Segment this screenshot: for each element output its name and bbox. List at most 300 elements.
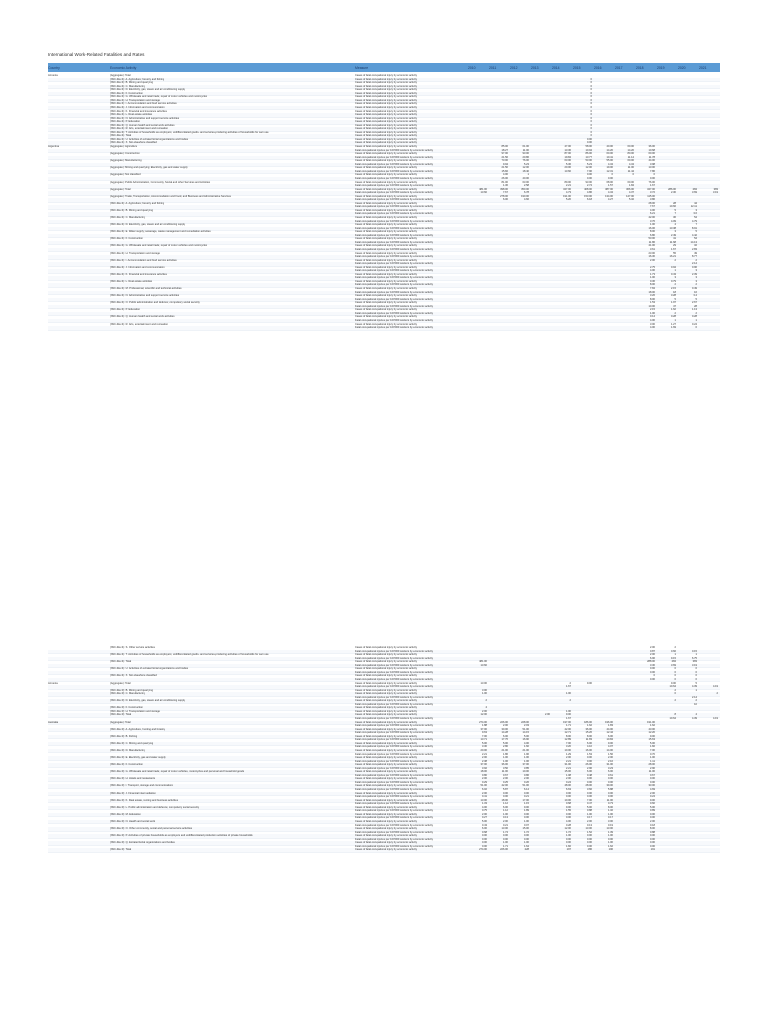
value-cell: 0.75 [481,809,487,813]
activity-cell: (ISIC-Rev.4): H. Transportation and storage [110,98,160,102]
value-cell: 197 [566,848,571,852]
value-cell: 383 [713,187,718,191]
value-cell: 18.00 [501,798,508,802]
value-cell: 2.00 [502,724,508,728]
measure-cell: Fatal occupational injuries per 100'000 workers by economic activity [355,283,434,287]
activity-cell: (Aggregate): Public Administration, Community, Social and other Services and Activities [110,180,211,184]
value-cell: 6.00 [586,741,592,745]
value-cell: 1.71 [502,844,508,848]
value-cell: 26.00 [585,763,592,767]
measure-cell: Fatal occupational injuries per 100'000 workers by economic activity [355,656,434,660]
value-cell: 4.19 [712,717,718,720]
value-cell: 42.00 [648,216,655,219]
measure-cell: Fatal occupational injuries per 100'000 workers by economic activity [355,745,434,749]
value-cell: 2.00 [481,812,487,816]
value-cell: 3.19 [691,663,697,667]
measure-cell: Fatal occupational injuries per 100'000 workers by economic activity [355,326,434,330]
value-cell: 36.00 [648,145,655,148]
value-cell: 12.31 [606,169,613,173]
value-cell: 2.15 [670,287,676,290]
value-cell: 3.28 [670,294,676,298]
activity-cell: (ISIC-Rev.4): U. Activities of extraterritorial organizations and bodies [110,667,189,671]
activity-cell: (ISIC-Rev.3): G. Wholesale and retail trade; repair of motor vehicles, motorcycles and personal and household goods [110,770,245,774]
value-cell: 6.00 [607,770,613,774]
activity-cell: (ISIC-Rev.3): M. Education [110,812,141,816]
value-cell: 1.88 [481,724,487,728]
value-cell: 13.00 [501,827,508,831]
value-cell: 0.21 [523,795,529,799]
value-cell: 1.89 [523,809,529,813]
activity-cell: (ISIC-Rev.3): K. Real estate, renting and business activities [110,798,178,802]
value-cell: 3.19 [712,191,718,195]
value-cell: 1.06 [502,759,508,763]
activity-cell: (ISIC-Rev.4): M. Professional, scientific and technical activities [110,287,182,290]
measure-cell: Fatal occupational injuries per 100'000 workers by economic activity [355,198,434,202]
value-cell: 1.67 [565,685,571,689]
value-cell: 6.78 [523,191,529,195]
value-cell: 1.00 [607,834,613,838]
value-cell: 21.00 [522,748,529,752]
value-cell: 0.00 [586,795,592,799]
value-cell: 0 [611,173,613,177]
measure-cell: Cases of fatal occupational injury by economic activity [355,279,417,283]
activity-cell: (ISIC-Rev.3): D. Electricity, gas, steam and air conditioning supply [110,699,186,703]
value-cell: 2.00 [649,819,655,823]
value-cell: 18.27 [501,148,508,152]
value-cell: 0.14 [649,315,655,319]
value-cell: 0.61 [607,773,613,777]
value-cell: 0.87 [649,649,655,653]
value-cell: 37.00 [480,727,487,731]
value-cell: 0.94 [670,265,676,269]
activity-cell: (ISIC-Rev.4): P. Education [110,120,141,124]
value-cell: 4.39 [691,717,697,720]
value-cell: 0.00 [481,834,487,838]
activity-cell: (ISIC-Rev.3): F. Construction [110,706,143,710]
value-cell: 0.00 [607,777,613,781]
value-cell: 3.30 [649,663,655,667]
value-cell: 28 [694,304,697,308]
value-cell: 14.20 [627,148,634,152]
value-cell: 55.00 [606,159,613,163]
value-cell: 4.07 [607,745,613,749]
measure-cell: Cases of fatal occupational injury by economic activity [355,699,417,703]
value-cell: 6.63 [565,788,571,791]
value-cell: 26.00 [501,176,508,180]
activity-cell: (ISIC-Rev.4): X. Not elsewhere classified [110,674,157,678]
value-cell: 11.00 [522,148,529,152]
value-cell: 8.77 [691,255,697,259]
measure-cell: Fatal occupational injuries per 100'000 workers by economic activity [355,297,434,301]
value-cell: 0.00 [565,812,571,816]
value-cell: 12.20 [648,731,655,735]
value-cell: 0 [590,123,592,127]
value-cell: 5.36 [565,162,571,166]
value-cell: 3.00 [649,322,655,326]
measure-cell: Cases of fatal occupational injury by economic activity [355,667,417,671]
value-cell: 89.00 [564,180,571,184]
value-cell: 4.66 [523,198,529,202]
value-cell: 5 [674,208,676,212]
value-cell: 17.00 [522,798,529,802]
activity-cell: (Aggregate): Total [110,681,131,685]
value-cell: 5.23 [523,162,529,166]
measure-cell: Fatal occupational injuries per 100'000 workers by economic activity [355,290,434,294]
value-cell: 0.00 [586,756,592,760]
value-cell: 2.14 [691,695,697,699]
value-cell: 0.66 [670,649,676,653]
value-cell: 2.00 [586,819,592,823]
activity-cell: (ISIC-Rev.4): G. Wholesale and retail trade; repair of motor vehicles and motorcycles [110,244,208,248]
value-cell: 0.48 [586,773,592,777]
value-cell: 30.00 [501,727,508,731]
value-cell: 11.14 [627,155,634,159]
value-cell: 3 [674,276,676,280]
value-cell: 1.57 [607,184,613,188]
value-cell: 196 [608,848,613,852]
column-header: Measure [355,66,369,70]
value-cell: 0.00 [649,670,655,674]
value-cell: 18 [673,290,676,294]
value-cell: 2.16 [607,759,613,763]
value-cell: 16.90 [522,738,529,742]
value-cell: 1.08 [565,773,571,777]
value-cell: 0.00 [607,176,613,180]
value-cell: 1.56 [607,752,613,756]
measure-cell: Fatal occupational injuries per 100'000 workers by economic activity [355,788,434,791]
value-cell: 2.83 [691,247,697,251]
value-cell: 81.00 [501,180,508,184]
value-cell: 6.00 [502,198,508,202]
value-cell: 5.87 [502,788,508,791]
measure-cell: Cases of fatal occupational injury by economic activity [355,81,417,85]
measure-cell: Cases of fatal occupational injury by economic activity [355,216,417,219]
value-cell: 10.00 [564,798,571,802]
value-cell: 0 [653,674,655,678]
value-cell: 1.13 [691,308,697,312]
value-cell: 8.00 [586,734,592,738]
value-cell: 4.79 [691,219,697,223]
measure-cell: Cases of fatal occupational injury by economic activity [355,113,417,117]
value-cell: 4.34 [607,191,613,195]
value-cell: 0 [674,670,676,674]
measure-cell: Fatal occupational injuries per 100'000 workers by economic activity [355,766,434,770]
value-cell: 29 [673,244,676,248]
value-cell: 1.82 [649,745,655,749]
value-cell: 1.11 [650,759,655,763]
value-cell: 0.60 [649,802,655,806]
value-cell: 10.84 [606,738,613,742]
value-cell: 1.69 [670,326,676,330]
measure-cell: Cases of fatal occupational injury by economic activity [355,187,417,191]
column-header: 2015 [573,66,581,70]
value-cell: 11.00 [648,770,655,774]
value-cell: 0.80 [481,773,487,777]
value-cell: 93.00 [522,152,529,156]
column-header: 2019 [657,66,665,70]
value-cell: 1 [674,653,676,657]
value-cell: 53.00 [585,159,592,163]
value-cell: 14.28 [501,731,508,735]
value-cell: 0.67 [649,773,655,777]
value-cell: 76.00 [522,159,529,163]
value-cell: 0.00 [523,812,529,816]
column-header: Country [48,66,60,70]
value-cell: 115.00 [647,194,655,198]
value-cell: 7.67 [502,191,508,195]
activity-cell: (ISIC-Rev.3): H. Transportation and storage [110,709,160,713]
value-cell: 0.28 [670,315,676,319]
measure-cell: Cases of fatal occupational injury by economic activity [355,653,417,657]
value-cell: 13.77 [585,155,592,159]
measure-cell: Fatal occupational injuries per 100'000 workers by economic activity [355,830,434,834]
value-cell: 0.00 [586,777,592,781]
value-cell: 2.80 [502,745,508,749]
activity-cell: (ISIC-Rev.4): T. Activities of households as employers; undifferentiated goods- and services-producing activities of households for own use [110,130,269,134]
measure-cell: Cases of fatal occupational injury by economic activity [355,301,417,305]
value-cell: 3.69 [670,663,676,667]
measure-cell: Fatal occupational injuries per 100'000 workers by economic activity [355,240,434,244]
measure-cell: Cases of fatal occupational injury by economic activity [355,848,417,852]
value-cell: 13.00 [585,827,592,831]
activity-cell: (ISIC-Rev.4): X. Not elsewhere classified [110,141,157,145]
value-cell: 54 [694,216,697,219]
value-cell: 3 [695,279,697,283]
value-cell: 12.11 [690,205,697,209]
value-cell: 86.00 [585,152,592,156]
value-cell: 4.00 [649,208,655,212]
value-cell: 3.76 [649,219,655,223]
value-cell: 3.4 [693,294,697,298]
measure-cell: Fatal occupational injuries per 100'000 workers by economic activity [355,702,434,706]
value-cell: 44 [694,201,697,205]
value-cell: 366.00 [626,187,634,191]
value-cell: 3.85 [523,766,529,770]
value-cell: 347.00 [647,187,655,191]
measure-cell: Cases of fatal occupational injury by economic activity [355,748,417,752]
measure-cell: Cases of fatal occupational injury by economic activity [355,841,417,845]
value-cell: 4 [485,706,487,710]
value-cell: 1.72 [523,830,529,834]
column-header: 2017 [615,66,623,70]
value-cell: 0.13 [502,816,508,820]
activity-cell: (ISIC-Rev.4): L. Real estate activities [110,279,153,283]
value-cell: 0 [590,88,592,92]
value-cell: 2.00 [502,777,508,781]
value-cell: 0.00 [586,844,592,848]
activity-cell: (Aggregate): Trade, Transportation, Accommodation and Food, and Business and Administrative Services [110,194,231,198]
value-cell: 36 [673,216,676,219]
measure-cell: Cases of fatal occupational injury by economic activity [355,84,417,88]
value-cell: 60.00 [627,145,634,148]
value-cell: 49 [694,251,697,255]
value-cell: 5.00 [649,805,655,809]
activity-cell: (ISIC-Rev.4): Q. Human health and social work activities [110,315,175,319]
value-cell: 21.00 [501,748,508,752]
value-cell: 0.00 [502,834,508,838]
value-cell: 1.72 [565,830,571,834]
value-cell: 0.00 [481,841,487,845]
value-cell: 1.00 [523,756,529,760]
value-cell: 0.00 [481,844,487,848]
value-cell: 63.00 [564,159,571,163]
value-cell: 0 [590,91,592,95]
value-cell: 8.00 [607,805,613,809]
value-cell: 0 [590,130,592,134]
activity-cell: (ISIC-Rev.4): B. Mining and quarrying [110,81,154,85]
value-cell: 6.00 [502,805,508,809]
value-cell: 0.00 [649,837,655,841]
value-cell: 60.00 [606,152,613,156]
value-cell: 2.00 [649,791,655,795]
measure-cell: Cases of fatal occupational injury by economic activity [355,713,417,717]
activity-cell: (Aggregate): Total [110,74,131,77]
value-cell: 2.38 [481,759,487,763]
value-cell: 408.00 [584,187,592,191]
measure-cell: Fatal occupational injuries per 100'000 workers by economic activity [355,738,434,742]
value-cell: 97.00 [501,152,508,156]
measure-cell: Fatal occupational injuries per 100'000 workers by economic activity [355,717,434,720]
measure-cell: Fatal occupational injuries per 100'000 workers by economic activity [355,809,434,813]
measure-cell: Cases of fatal occupational injury by economic activity [355,777,417,781]
value-cell: 1.00 [502,812,508,816]
value-cell: 0.00 [502,791,508,795]
value-cell: 12.44 [606,731,613,735]
measure-cell: Cases of fatal occupational injury by economic activity [355,180,417,184]
value-cell: 0.00 [649,667,655,671]
value-cell: 11.00 [606,798,613,802]
measure-cell: Cases of fatal occupational injury by economic activity [355,812,417,816]
value-cell: 1.36 [502,184,508,188]
value-cell: 186 [587,848,592,852]
value-cell: 4.10 [586,745,592,749]
value-cell: 0 [695,677,697,681]
measure-cell: Fatal occupational injuries per 100'000 workers by economic activity [355,795,434,799]
value-cell: 12.71 [564,731,571,735]
value-cell: 36.00 [501,763,508,767]
value-cell: 10 [694,702,697,706]
measure-cell: Cases of fatal occupational injury by economic activity [355,159,417,163]
value-cell: 2.00 [481,756,487,760]
value-cell: 0.00 [649,834,655,838]
value-cell: 13.00 [606,827,613,831]
value-cell: 68.00 [606,180,613,184]
value-cell: 13.38 [669,226,676,230]
value-cell: 3.26 [649,294,655,298]
value-cell: 0.89 [649,809,655,813]
activity-cell: (ISIC-Rev.3): B. Fishing [110,734,138,738]
value-cell: 1.86 [502,752,508,756]
measure-cell: Cases of fatal occupational injury by economic activity [355,223,417,227]
measure-cell: Cases of fatal occupational injury by economic activity [355,134,417,138]
value-cell: 0.17 [607,816,613,820]
value-cell: 0.00 [565,791,571,795]
value-cell: 134.00 [605,194,613,198]
value-cell: 58.00 [585,145,592,148]
value-cell: 0 [590,116,592,120]
value-cell: 6.80 [649,233,655,237]
value-cell: 7.86 [649,169,655,173]
value-cell: 0.00 [649,176,655,180]
value-cell: 0 [590,105,592,109]
value-cell: 7.00 [481,734,487,738]
measure-cell: Cases of fatal occupational injury by economic activity [355,194,417,198]
value-cell: 11.83 [585,738,592,742]
value-cell: 7.84 [649,287,655,290]
value-cell: 2.58 [523,184,529,188]
value-cell: 2 [695,699,697,703]
value-cell: 11.78 [648,155,655,159]
value-cell: 87.00 [564,152,571,156]
value-cell: 16.00 [585,748,592,752]
value-cell: 12.00 [585,166,592,170]
value-cell: 3.86 [649,198,655,202]
value-cell: 4 [674,223,676,227]
measure-cell: Fatal occupational injuries per 100'000 workers by economic activity [355,226,434,230]
measure-cell: Fatal occupational injuries per 100'000 workers by economic activity [355,731,434,735]
value-cell: 5.32 [628,198,634,202]
value-cell: 31.00 [606,763,613,767]
column-header: 2020 [678,66,686,70]
value-cell: 5.88 [607,788,613,791]
value-cell: 8.00 [649,230,655,234]
value-cell: 4.39 [691,685,697,689]
value-cell: 0.00 [586,137,592,141]
value-cell: 0.00 [607,795,613,799]
value-cell: 186.00 [584,720,592,724]
value-cell: 191 [650,848,655,852]
value-cell: 23.00 [648,251,655,255]
value-cell: 55 [673,251,676,255]
measure-cell: Cases of fatal occupational injury by economic activity [355,166,417,170]
value-cell: 4.00 [523,741,529,745]
value-cell: 153.00 [584,194,592,198]
value-cell: 4.34 [628,162,634,166]
value-cell: 0.00 [523,837,529,841]
value-cell: 1.00 [607,841,613,845]
activity-cell: (ISIC-Rev.4): F. Construction [110,237,143,241]
value-cell: 0.29 [481,780,487,784]
measure-cell: Cases of fatal occupational injury by economic activity [355,258,417,262]
measure-cell: Cases of fatal occupational injury by economic activity [355,805,417,809]
value-cell: 197.00 [563,720,571,724]
value-cell: 226.00 [500,720,508,724]
activity-cell: (ISIC-Rev.4): Q. Human health and social work activities [110,123,175,127]
measure-cell: Cases of fatal occupational injury by economic activity [355,88,417,92]
value-cell: 3 [695,276,697,280]
value-cell: 0.00 [565,816,571,820]
value-cell: 0 [590,81,592,85]
table-row [48,326,720,331]
measure-cell: Cases of fatal occupational injury by economic activity [355,130,417,134]
value-cell: 1.00 [523,819,529,823]
value-cell: 9.00 [565,713,571,717]
value-cell: 19.84 [564,155,571,159]
measure-cell: Fatal occupational injuries per 100'000 workers by economic activity [355,670,434,674]
value-cell: 6.00 [607,734,613,738]
measure-cell: Fatal occupational injuries per 100'000 workers by economic activity [355,262,434,266]
value-cell: 1.73 [649,272,655,276]
value-cell: 2.15 [649,308,655,312]
measure-cell: Cases of fatal occupational injury by economic activity [355,265,417,269]
activity-cell: (ISIC-Rev.4): O. Public administration and defence; compulsory social security [110,301,200,305]
value-cell: 0.00 [523,816,529,820]
value-cell: 1.97 [670,301,676,305]
measure-cell: Cases of fatal occupational injury by economic activity [355,77,417,81]
value-cell: 32 [694,244,697,248]
value-cell: 5.23 [586,162,592,166]
value-cell: 6.96 [649,656,655,660]
